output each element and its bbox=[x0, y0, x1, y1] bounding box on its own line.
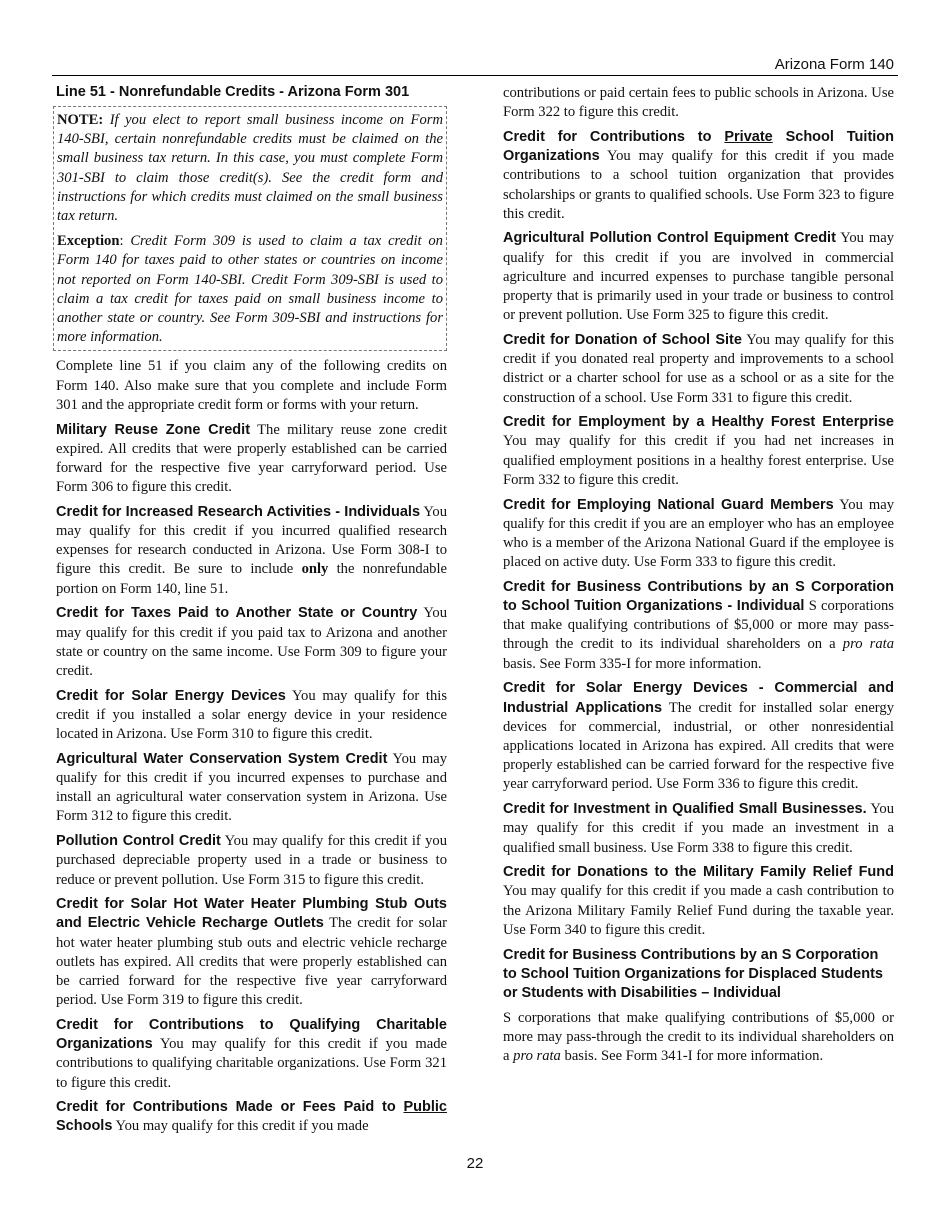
credit-text: S corporations that make qualifying contributions of $5,000 or more may pass-through the credit to its individual shareholders on a bbox=[503, 598, 894, 653]
credit-heading: Credit for Business Contributions by an S Corporation to School Tuition Organizations - Individual bbox=[503, 578, 894, 615]
credit-heading: Credit for Employing National Guard Members bbox=[503, 496, 834, 513]
credit-national-guard bbox=[503, 496, 894, 573]
note-box bbox=[53, 106, 447, 351]
exception-text: Credit Form 309 is used to claim a tax credit on Form 140 for taxes paid to other states or countries on income not reported on Form 140-SBI. Credit Form 309-SBI is used to claim a tax credit for taxes paid on small business income to another state or country. See Form 309-SBI and instructions for more information. bbox=[57, 233, 443, 346]
credit-ag-pollution bbox=[503, 229, 894, 325]
heading-part: Credit for Contributions to bbox=[503, 128, 712, 145]
heading-underlined: Public bbox=[403, 1099, 447, 1116]
credit-heading: Pollution Control Credit bbox=[56, 833, 221, 850]
credit-heading: Agricultural Pollution Control Equipment Credit bbox=[503, 230, 836, 247]
pro-rata-italic: pro rata bbox=[842, 636, 894, 653]
credit-heading: Military Reuse Zone Credit bbox=[56, 421, 251, 438]
credit-heading: Credit for Donations to the Military Family Relief Fund bbox=[503, 864, 894, 881]
credit-text: You may qualify for this credit if you made contributions to a school tuition organization that provides scholarships or grants to qualified schools. Use Form 323 to figure this credit. bbox=[503, 148, 895, 222]
form-header-label: Arizona Form 140 bbox=[774, 56, 894, 73]
credit-heading: Credit for Solar Hot Water Heater Plumbing Stub Outs and Electric Vehicle Recharge Outlets bbox=[56, 896, 447, 932]
credit-text: the nonrefundable portion on Form 140, line 51. bbox=[56, 561, 447, 597]
credit-heading: Credit for Investment in Qualified Small Businesses. bbox=[503, 801, 867, 818]
note-text: If you elect to report small business income on Form 140-SBI, certain nonrefundable credits must be claimed on the small business tax return. In this case, you must complete Form 301-SBI to claim those credit(s). See the credit form and instructions for which credits must claimed on the small business tax return. bbox=[57, 112, 443, 225]
credit-text: You may qualify for this credit if you had net increases in qualified employment positions in a healthy forest enterprise. Use Form 332 to figure this credit. bbox=[503, 433, 894, 488]
credit-text: You may qualify for this credit if you purchased depreciable property used in a trade or business to reduce or prevent pollution. Use Form 315 to figure this credit. bbox=[56, 833, 447, 888]
credit-text: You may qualify for this credit if you made contributions to qualifying charitable organizations. Use Form 321 to figure this credit. bbox=[56, 1036, 448, 1091]
credit-solar-devices bbox=[56, 687, 447, 745]
credit-text: basis. See Form 341-I for more information. bbox=[564, 1048, 824, 1065]
credit-heading: Credit for Business Contributions by an S Corporation to School Tuition Organizations for Displaced Students or Students with Disabilities – Individual bbox=[503, 946, 883, 1001]
credit-healthy-forest bbox=[503, 413, 894, 490]
credit-text: The military reuse zone credit expired. All credits that were properly established can be carried forward for the respective five year carryforward period. Use Form 306 to figure this credit. bbox=[56, 421, 447, 496]
credit-heading: Credit for Employment by a Healthy Forest Enterprise bbox=[503, 414, 894, 431]
intro-paragraph: Complete line 51 if you claim any of the following credits on Form 140. Also make sure that you complete and include Form 301 and the appropriate credit form or forms with your return. bbox=[56, 358, 447, 413]
credit-text: You may qualify for this credit if you incurred qualified research expenses for research conducted in Arizona. Use Form 308-I to figure this credit. Be sure to include bbox=[56, 503, 447, 578]
credit-heading: Credit for Donation of School Site bbox=[503, 331, 742, 348]
credit-text: The credit for solar hot water heater plumbing stub outs and electric vehicle recharge outlets has expired. All credits that were properly established can be carried forward for the respective five year carryforward period. Use Form 319 to figure this credit. bbox=[56, 915, 447, 1009]
emphasis-only: only bbox=[301, 561, 329, 578]
credit-ag-water bbox=[56, 750, 447, 827]
credit-text: basis. See Form 335-I for more information. bbox=[503, 655, 762, 672]
exception-colon: : bbox=[119, 233, 124, 250]
credit-text: You may qualify for this credit if you are involved in commercial agriculture and incurred expenses to purchase tangible personal property that is primarily used in your trade or business to control or prevent pollution. Use Form 325 to figure this credit. bbox=[503, 230, 894, 324]
credit-military-reuse bbox=[56, 421, 447, 498]
credit-solar-hot-water bbox=[56, 895, 447, 1010]
credit-taxes-paid bbox=[56, 604, 447, 681]
credit-text: You may qualify for this credit if you made an investment in a qualified small business. Use Form 338 to figure this credit. bbox=[503, 801, 894, 856]
credit-text: You may qualify for this credit if you made bbox=[115, 1118, 369, 1135]
credit-research bbox=[56, 503, 447, 599]
credit-displaced-text bbox=[503, 1009, 894, 1067]
credit-solar-commercial bbox=[503, 679, 894, 794]
credit-text: You may qualify for this credit if you paid tax to Arizona and another state or country on the same income. Use Form 309 to figure your credit. bbox=[56, 605, 447, 679]
section-title: Line 51 - Nonrefundable Credits - Arizona Form 301 bbox=[56, 84, 410, 100]
credit-text: You may qualify for this credit if you donated real property and improvements to a school district or a charter school for use as a school or as a site for the construction of a school. Use Form 331 to figure this credit. bbox=[503, 331, 894, 406]
exception-label: Exception bbox=[57, 233, 120, 250]
credit-heading: Credit for Taxes Paid to Another State or Country bbox=[56, 605, 418, 622]
heading-part: Credit for Contributions Made or Fees Paid to bbox=[56, 1099, 396, 1116]
right-column bbox=[503, 84, 894, 1072]
pro-rata-italic: pro rata bbox=[513, 1048, 561, 1065]
note-label: NOTE: bbox=[57, 112, 104, 128]
credit-heading: Credit for Solar Energy Devices - Commercial and Industrial Applications bbox=[503, 680, 894, 716]
credit-text: You may qualify for this credit if you are an employer who has an employee who is a member of the Arizona National Guard if the employee is placed on active duty. Use Form 333 to figure this credit. bbox=[503, 496, 894, 571]
credit-school-site bbox=[503, 331, 894, 408]
public-schools-continued: contributions or paid certain fees to public schools in Arizona. Use Form 322 to figure this credit. bbox=[503, 85, 894, 121]
credit-text: You may qualify for this credit if you incurred expenses to purchase and install an agricultural water conservation system in Arizona. Use Form 312 to figure this credit. bbox=[56, 750, 448, 825]
credit-private-sto bbox=[503, 128, 894, 224]
credit-heading: Credit for Increased Research Activities - Individuals bbox=[56, 503, 421, 520]
left-column bbox=[56, 84, 447, 1142]
credit-military-family bbox=[503, 863, 894, 940]
credit-pollution-control bbox=[56, 832, 447, 890]
heading-part: Schools bbox=[56, 1118, 113, 1135]
credit-heading: Agricultural Water Conservation System Credit bbox=[56, 750, 388, 767]
credit-s-corp-sto bbox=[503, 578, 894, 674]
credit-text: S corporations that make qualifying contributions of $5,000 or more may pass-through the credit to its individual shareholders on a bbox=[503, 1009, 894, 1065]
credit-text: You may qualify for this credit if you made a cash contribution to the Arizona Military Family Relief Fund during the taxable year. Use Form 340 to figure this credit. bbox=[503, 883, 894, 938]
credit-displaced-heading bbox=[503, 946, 894, 1004]
heading-underlined: Private bbox=[724, 128, 773, 145]
credit-small-business bbox=[503, 800, 894, 858]
header-rule bbox=[52, 75, 898, 76]
credit-heading: Credit for Solar Energy Devices bbox=[56, 687, 286, 704]
credit-charitable bbox=[56, 1016, 447, 1093]
heading-part: School Tuition Organizations bbox=[503, 128, 895, 165]
credit-public-schools bbox=[56, 1098, 447, 1136]
page-number: 22 bbox=[466, 1155, 484, 1172]
credit-heading: Credit for Contributions to Qualifying Charitable Organizations bbox=[56, 1016, 447, 1053]
credit-text: The credit for installed solar energy devices for commercial, industrial, or other nonresidential applications located in Arizona has expired. All credits that were properly established can be carried forward for the respective five year carryforward period. Use Form 336 to figure this credit. bbox=[503, 699, 894, 793]
credit-text: You may qualify for this credit if you installed a solar energy device in your residence located in Arizona. Use Form 310 to figure this credit. bbox=[56, 687, 448, 743]
